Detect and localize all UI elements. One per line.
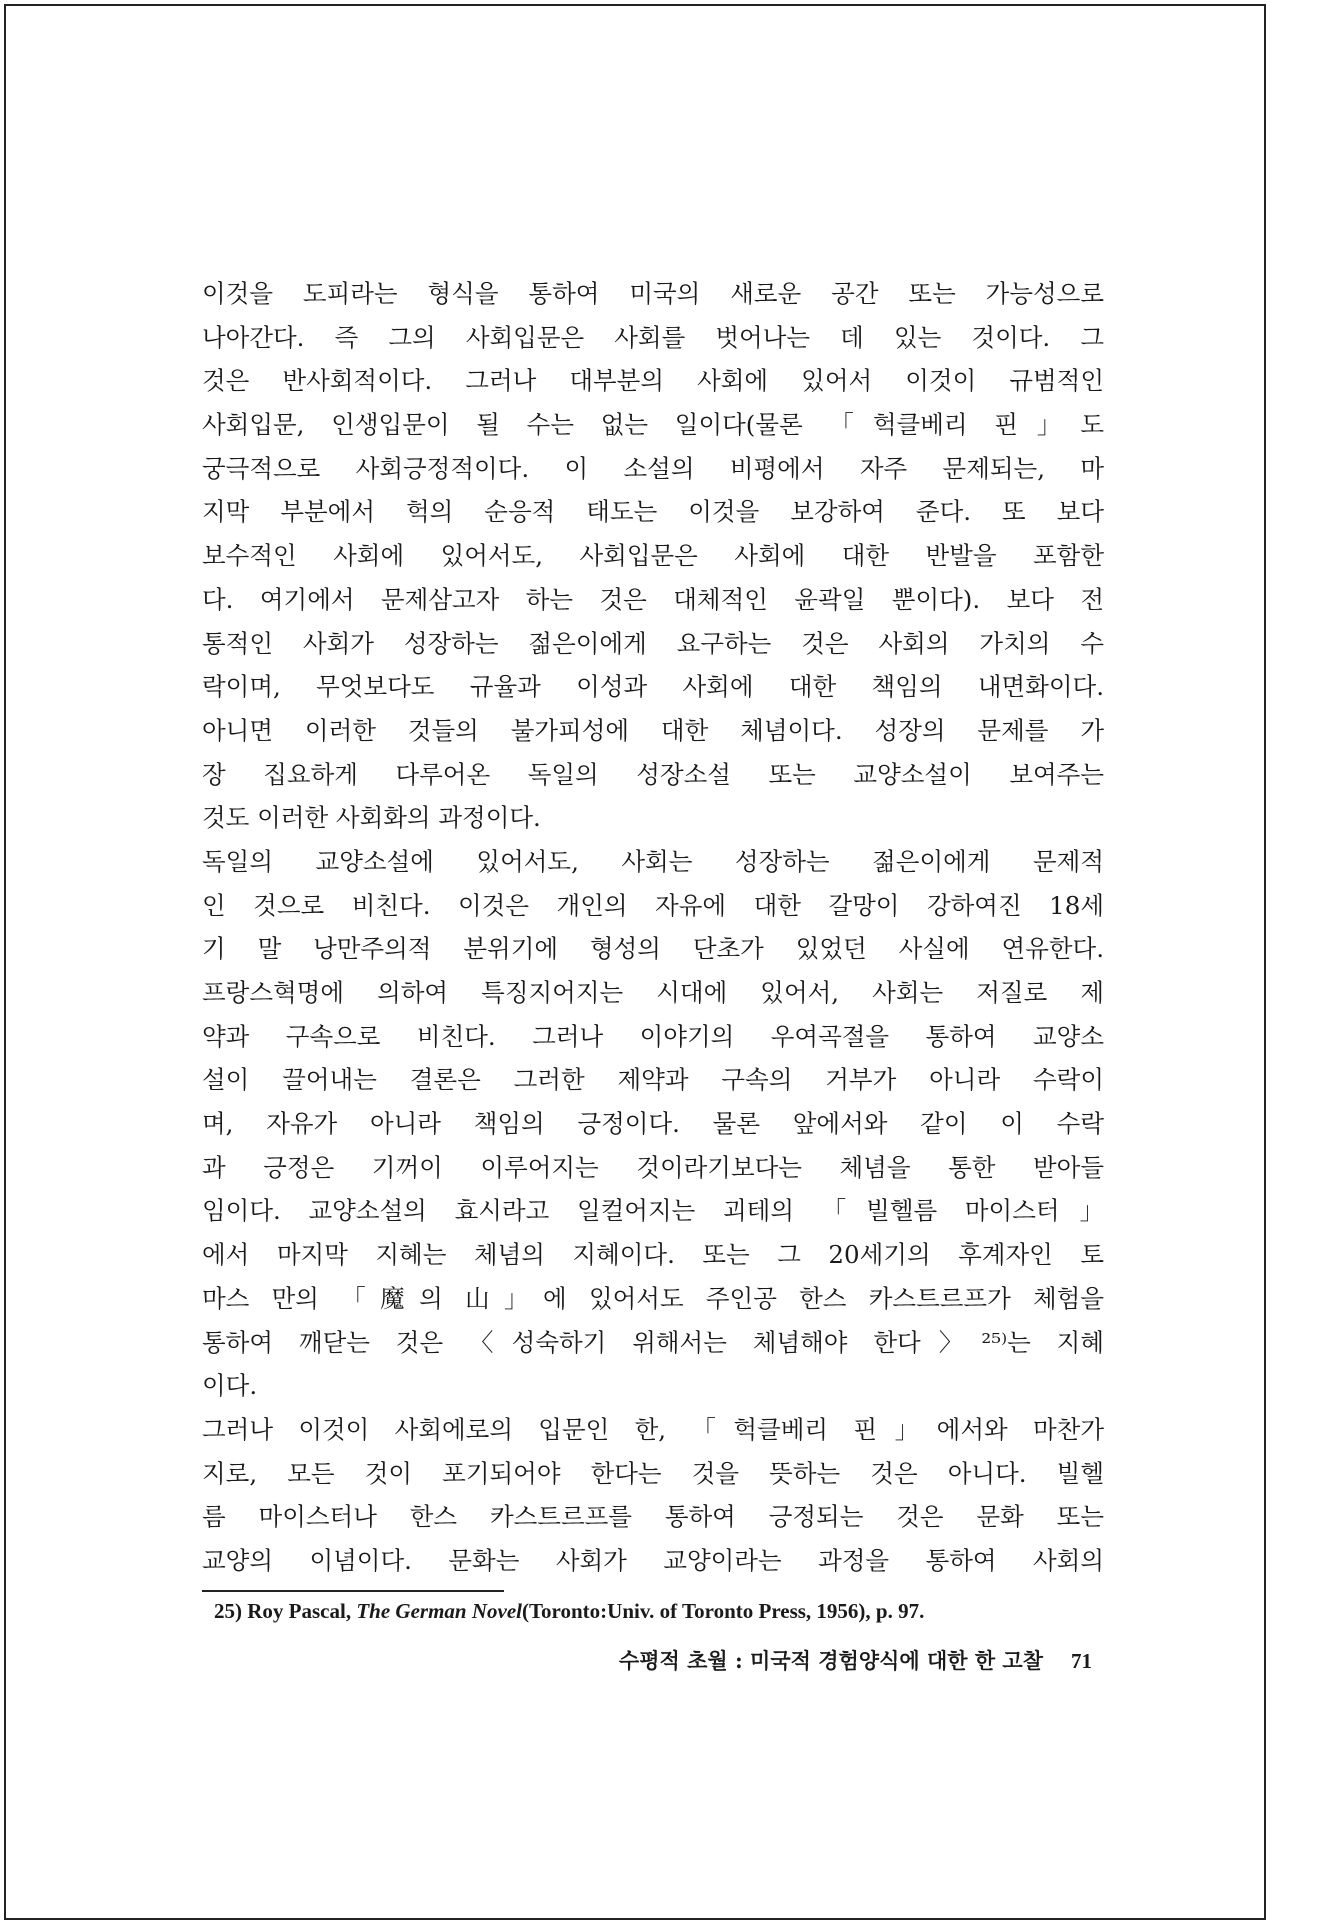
body-line: 것도 이러한 사회화의 과정이다. bbox=[202, 803, 541, 833]
body-line: 통적인 사회가 성장하는 젊은이에게 요구하는 것은 사회의 가치의 수 bbox=[202, 628, 1104, 658]
body-line: 인 것으로 비친다. 이것은 개인의 자유에 대한 갈망이 강하여진 18세 bbox=[202, 890, 1104, 920]
body-line: 독일의 교양소설에 있어서도, 사회는 성장하는 젊은이에게 문제적 bbox=[202, 846, 1104, 876]
body-line: 설이 끌어내는 결론은 그러한 제약과 구속의 거부가 아니라 수락이 bbox=[202, 1065, 1104, 1095]
footnote-author: Roy Pascal, bbox=[247, 1599, 352, 1623]
body-text bbox=[202, 272, 1104, 1583]
body-line: 다. 여기에서 문제삼고자 하는 것은 대체적인 윤곽일 뿐이다). 보다 전 bbox=[202, 584, 1104, 614]
body-line: 그러나 이것이 사회에로의 입문인 한, 「헉클베리 핀」에서와 마찬가 bbox=[202, 1414, 1104, 1444]
body-line: 아니면 이러한 것들의 불가피성에 대한 체념이다. 성장의 문제를 가 bbox=[202, 715, 1104, 745]
body-line: 통하여 깨닫는 것은 〈성숙하기 위해서는 체념해야 한다〉²⁵⁾는 지혜 bbox=[202, 1327, 1104, 1357]
body-line: 보수적인 사회에 있어서도, 사회입문은 사회에 대한 반발을 포함한 bbox=[202, 541, 1104, 571]
page-number: 71 bbox=[1071, 1649, 1092, 1673]
body-line: 과 긍정은 기꺼이 이루어지는 것이라기보다는 체념을 통한 받아들 bbox=[202, 1152, 1104, 1182]
body-line: 나아간다. 즉 그의 사회입문은 사회를 벗어나는 데 있는 것이다. 그 bbox=[202, 322, 1104, 352]
body-line: 장 집요하게 다루어온 독일의 성장소설 또는 교양소설이 보여주는 bbox=[202, 759, 1104, 789]
body-line: 교양의 이념이다. 문화는 사회가 교양이라는 과정을 통하여 사회의 bbox=[202, 1545, 1104, 1575]
body-line: 이다. bbox=[202, 1371, 258, 1401]
body-line: 며, 자유가 아니라 책임의 긍정이다. 물론 앞에서와 같이 이 수락 bbox=[202, 1109, 1104, 1139]
body-line: 름 마이스터나 한스 카스트르프를 통하여 긍정되는 것은 문화 또는 bbox=[202, 1502, 1104, 1532]
body-line: 약과 구속으로 비친다. 그러나 이야기의 우여곡절을 통하여 교양소 bbox=[202, 1021, 1104, 1051]
body-line: 프랑스혁명에 의하여 특징지어지는 시대에 있어서, 사회는 저질로 제 bbox=[202, 978, 1104, 1007]
body-line: 이것을 도피라는 형식을 통하여 미국의 새로운 공간 또는 가능성으로 bbox=[202, 279, 1104, 308]
body-line: 지로, 모든 것이 포기되어야 한다는 것을 뜻하는 것은 아니다. 빌헬 bbox=[202, 1458, 1104, 1488]
body-line: 락이며, 무엇보다도 규율과 이성과 사회에 대한 책임의 내면화이다. bbox=[202, 672, 1104, 702]
body-line: 기 말 낭만주의적 분위기에 형성의 단초가 있었던 사실에 연유한다. bbox=[202, 934, 1104, 964]
body-line: 궁극적으로 사회긍정적이다. 이 소설의 비평에서 자주 문제되는, 마 bbox=[202, 453, 1104, 483]
page-thickness-edge bbox=[1266, 4, 1321, 1920]
footnote-number: 25) bbox=[214, 1599, 242, 1623]
running-footer bbox=[488, 1644, 1092, 1678]
footnote-book-title: The German Novel bbox=[356, 1599, 522, 1623]
footnote bbox=[214, 1594, 1104, 1628]
body-line: 임이다. 교양소설의 효시라고 일컬어지는 괴테의 「빌헬름 마이스터」 bbox=[202, 1196, 1104, 1226]
running-footer-title: 수평적 초월 : 미국적 경험양식에 대한 한 고찰 bbox=[618, 1648, 1043, 1673]
body-line: 사회입문, 인생입문이 될 수는 없는 일이다(물론 「헉클베리 핀」도 bbox=[202, 410, 1104, 440]
body-line: 지막 부분에서 헉의 순응적 태도는 이것을 보강하여 준다. 또 보다 bbox=[202, 497, 1104, 527]
body-line: 마스 만의 「魔의 山」에 있어서도 주인공 한스 카스트르프가 체험을 bbox=[202, 1283, 1104, 1313]
footnote-divider bbox=[202, 1590, 504, 1592]
body-line: 에서 마지막 지혜는 체념의 지혜이다. 또는 그 20세기의 후계자인 토 bbox=[202, 1240, 1104, 1270]
footnote-publication: (Toronto:Univ. of Toronto Press, 1956), p. 97. bbox=[521, 1599, 925, 1623]
body-line: 것은 반사회적이다. 그러나 대부분의 사회에 있어서 이것이 규범적인 bbox=[202, 366, 1104, 396]
